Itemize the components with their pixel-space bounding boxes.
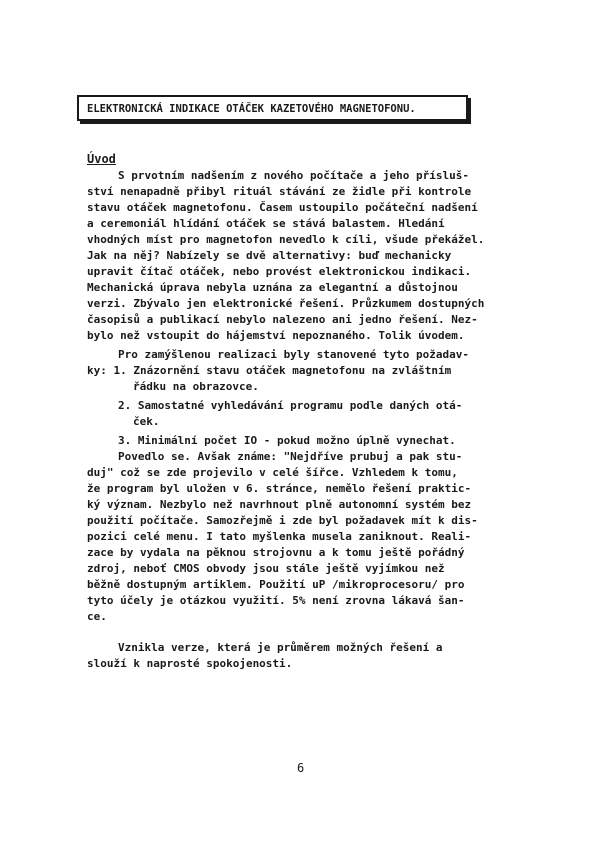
text-line: běžně dostupným artiklem. Použití uP /mikroprocesoru/ pro	[87, 578, 465, 591]
page-number: 6	[297, 761, 305, 775]
text-line: časopisů a publikací nebylo nalezeno ani jedno řešení. Nez-	[87, 313, 478, 326]
text-line: ství nenapadně přibyl rituál stávání ze židle při kontrole	[87, 185, 472, 198]
text-line: pozici celé menu. I tato myšlenka musela zaniknout. Reali-	[87, 530, 472, 543]
text-line: Povedlo se. Avšak známe: "Nejdříve prubuj a pak stu-	[118, 450, 463, 463]
text-line: S prvotním nadšením z nového počítače a jeho přísluš-	[118, 169, 469, 182]
text-line: použití počítače. Samozřejmě i zde byl požadavek mít k dis-	[87, 514, 478, 527]
text-line: zace by vydala na pěknou strojovnu a k tomu ještě pořádný	[87, 546, 465, 559]
text-line: duj" což se zde projevilo v celé šířce. Vzhledem k tomu,	[87, 466, 458, 479]
text-line: upravit čítač otáček, nebo provést elektronickou indikaci.	[87, 265, 472, 278]
text-line: a ceremoniál hlídání otáček se stává balastem. Hledání	[87, 217, 445, 230]
text-line: slouží k naprosté spokojenosti.	[87, 657, 293, 670]
text-line: tyto účely je otázkou využití. 5% není zrovna lákavá šan-	[87, 594, 465, 607]
text-line: verzi. Zbývalo jen elektronické řešení. Průzkumem dostupných	[87, 297, 485, 310]
text-line: 3. Minimální počet IO - pokud možno úplně vynechat.	[118, 434, 456, 447]
text-line: že program byl uložen v 6. stránce, nemělo řešení praktic-	[87, 482, 472, 495]
text-line: stavu otáček magnetofonu. Časem ustoupilo počáteční nadšení	[87, 201, 478, 214]
text-line: Vznikla verze, která je průměrem možných řešení a	[118, 641, 443, 654]
text-line: ček.	[133, 415, 160, 428]
text-line: Pro zamýšlenou realizaci byly stanovené tyto požadav-	[118, 348, 469, 361]
text-line: Jak na něj? Nabízely se dvě alternativy: buď mechanicky	[87, 249, 452, 262]
text-line: bylo než vstoupit do hájemství nepoznaného. Tolik úvodem.	[87, 329, 465, 342]
text-line: řádku na obrazovce.	[133, 380, 259, 393]
document-title: ELEKTRONICKÁ INDIKACE OTÁČEK KAZETOVÉHO MAGNETOFONU.	[87, 103, 416, 115]
text-line: ce.	[87, 610, 107, 623]
text-line: zdroj, neboť CMOS obvody jsou stále ještě vyjímkou než	[87, 562, 445, 575]
section-heading: Úvod	[87, 152, 116, 166]
text-line: ky: 1. Znázornění stavu otáček magnetofonu na zvláštním	[87, 364, 452, 377]
text-line: Mechanická úprava nebyla uznána za elegantní a důstojnou	[87, 281, 458, 294]
text-line: vhodných míst pro magnetofon nevedlo k cíli, všude překážel.	[87, 233, 485, 246]
text-line: 2. Samostatné vyhledávání programu podle daných otá-	[118, 399, 463, 412]
text-line: ký význam. Nezbylo než navrhnout plně autonomní systém bez	[87, 498, 472, 511]
